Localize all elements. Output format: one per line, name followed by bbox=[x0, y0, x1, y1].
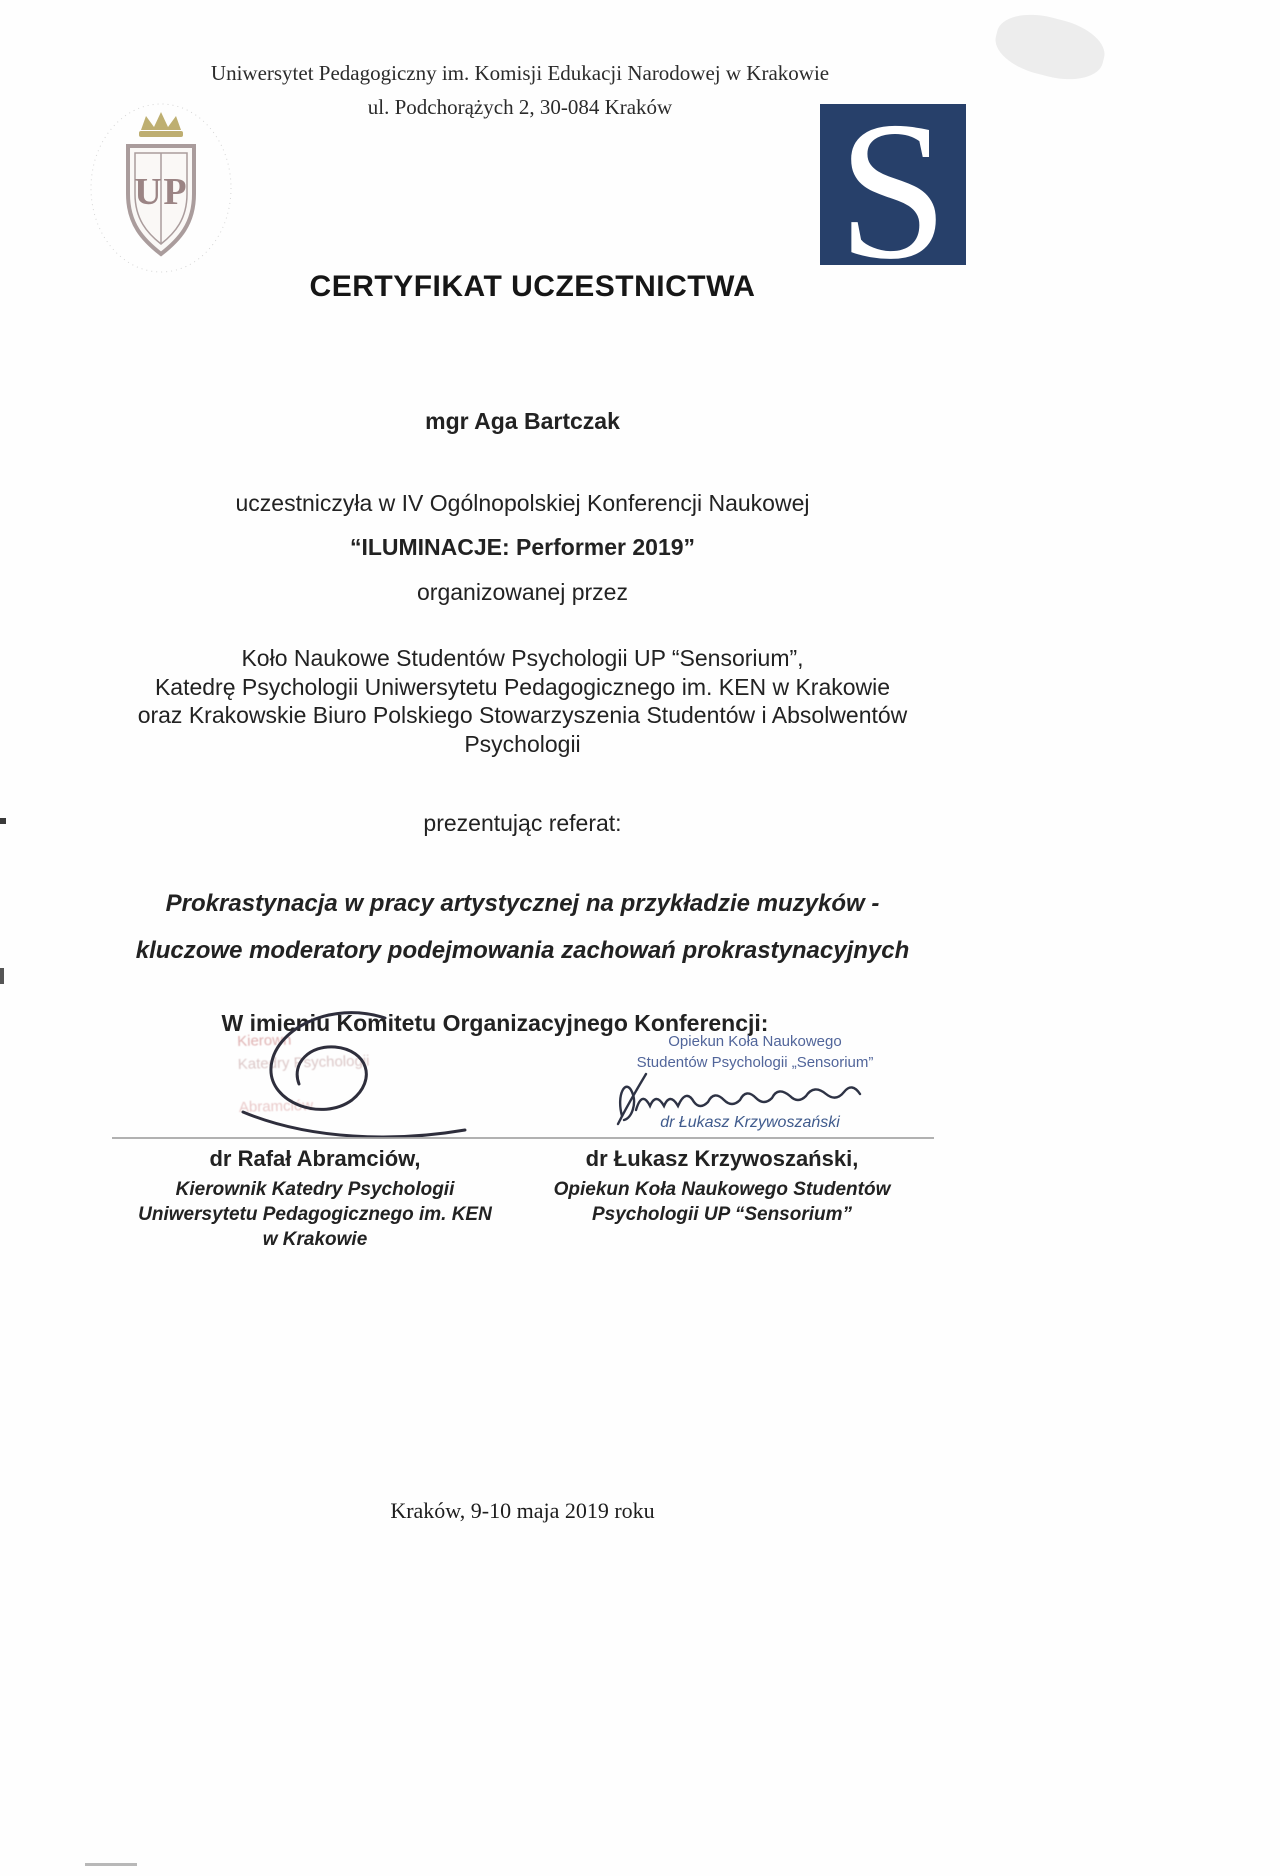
signer-left-block bbox=[120, 1146, 510, 1252]
participation-line: uczestniczyła w IV Ogólnopolskiej Konferencji Naukowej bbox=[235, 490, 810, 516]
signer-left-role: Kierownik Katedry Psychologii bbox=[175, 1179, 455, 1200]
organized-by-line: organizowanej przez bbox=[417, 579, 628, 605]
committee-heading: W imieniu Komitetu Organizacyjnego Konferencji: bbox=[221, 1010, 769, 1036]
up-university-logo bbox=[86, 100, 236, 275]
organizer-line: Psychologii bbox=[464, 730, 581, 757]
signer-left-name: dr Rafał Abramciów, bbox=[209, 1146, 421, 1171]
signer-right-name: dr Łukasz Krzywoszański, bbox=[585, 1146, 859, 1171]
footer-date: Kraków, 9-10 maja 2019 roku bbox=[390, 1498, 655, 1523]
up-emblem-icon bbox=[86, 100, 236, 275]
conference-name: “ILUMINACJE: Performer 2019” bbox=[349, 534, 696, 560]
university-address: ul. Podchorążych 2, 30-084 Kraków bbox=[367, 95, 673, 119]
signature-left-ink-icon bbox=[225, 1000, 475, 1150]
signature-divider-line bbox=[112, 1137, 934, 1139]
talk-title-line1: Prokrastynacja w pracy artystycznej na przykładzie muzyków - bbox=[165, 890, 880, 917]
left-stamp-line: Katedry Psychologii bbox=[237, 1052, 370, 1074]
sensorium-logo-letter: S bbox=[837, 104, 949, 265]
organizer-line: Katedrę Psychologii Uniwersytetu Pedagogicznego im. KEN w Krakowie bbox=[154, 673, 891, 700]
scan-artifact-edge bbox=[0, 968, 4, 984]
signer-left-role: w Krakowie bbox=[262, 1229, 368, 1250]
right-stamp-line2: Studentów Psychologii „Sensorium” bbox=[636, 1054, 874, 1071]
signer-right-role: Opiekun Koła Naukowego Studentów bbox=[553, 1179, 891, 1200]
signature-left bbox=[225, 1000, 475, 1155]
signer-right-block bbox=[537, 1146, 907, 1227]
signer-right-role: Psychologii UP “Sensorium” bbox=[591, 1204, 853, 1225]
talk-title-line2: kluczowe moderatory podejmowania zachowań prokrastynacyjnych bbox=[135, 937, 910, 964]
signature-right-caption: dr Łukasz Krzywoszański bbox=[660, 1114, 840, 1131]
organizer-line: Koło Naukowe Studentów Psychologii UP “Sensorium”, bbox=[241, 645, 804, 671]
presenting-line: prezentując referat: bbox=[423, 810, 622, 836]
scan-artifact-bottom bbox=[85, 1863, 137, 1866]
sensorium-logo bbox=[820, 104, 966, 265]
organizer-line: oraz Krakowskie Biuro Polskiego Stowarzyszenia Studentów i Absolwentów bbox=[137, 702, 908, 728]
left-stamp-line: Abramciów bbox=[238, 1097, 314, 1116]
right-stamp-line1: Opiekun Koła Naukowego bbox=[668, 1033, 842, 1050]
recipient-name: mgr Aga Bartczak bbox=[425, 408, 620, 434]
university-name: Uniwersytet Pedagogiczny im. Komisji Edukacji Narodowej w Krakowie bbox=[210, 61, 830, 85]
up-monogram-u: U bbox=[134, 171, 162, 213]
up-monogram-p: P bbox=[163, 171, 187, 213]
left-stamp-line: Kierown bbox=[236, 1031, 292, 1051]
signer-left-role: Uniwersytetu Pedagogicznego im. KEN bbox=[138, 1204, 492, 1225]
organizers-block bbox=[0, 644, 1045, 758]
certificate-title: CERTYFIKAT UCZESTNICTWA bbox=[309, 270, 756, 303]
